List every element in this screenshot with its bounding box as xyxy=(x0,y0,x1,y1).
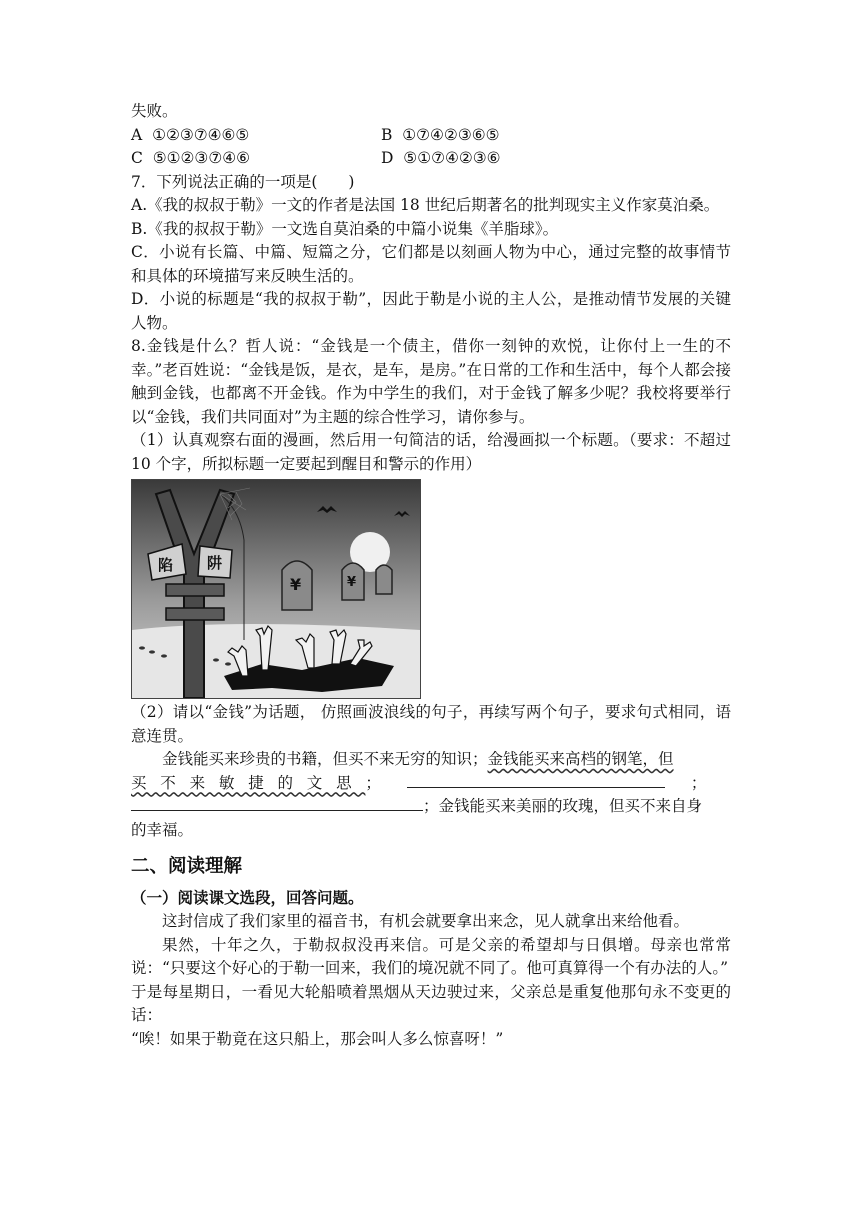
wavy-sentence-2: 买不来敏捷的文思 xyxy=(131,773,366,792)
q8-sub2: （2）请以“金钱”为话题， 仿照画波浪线的句子，再续写两个句子，要求句式相同，语意连贯。 xyxy=(131,703,731,745)
q7-option-a: A.《我的叔叔于勒》一文的作者是法国 18 世纪后期著名的批判现实主义作家莫泊桑。 xyxy=(131,196,720,214)
svg-text:¥: ¥ xyxy=(290,575,302,594)
reading-paragraph-2: 果然，十年之久，于勒叔叔没再来信。可是父亲的希望却与日俱增。母亲也常常说：“只要这个好心的于勒一回来，我们的境况就不同了。他可真算得一个有办法的人。” xyxy=(131,935,731,977)
reading-paragraph-4: “唉！如果于勒竟在这只船上，那会叫人多么惊喜呀！” xyxy=(131,1029,504,1048)
reading-paragraph-1: 这封信成了我们家里的福音书，有机会就要拿出来念，见人就拿出来给他看。 xyxy=(162,912,690,930)
subsection-title: （一）阅读课文选段，回答问题。 xyxy=(131,889,364,907)
semicolon: ； xyxy=(365,773,381,792)
q7-option-c: C．小说有长篇、中篇、短篇之分，它们都是以刻画人物为中心，通过完整的故事情节和具体的环境描写来反映生活的。 xyxy=(131,243,731,285)
example-end: ；金钱能买来美丽的玫瑰，但买不来自身 xyxy=(423,797,703,815)
q6-option-b: B ①⑦④②③⑥⑤ xyxy=(381,125,500,144)
q6-tail: 失败。 xyxy=(131,102,178,120)
q6-options-row-2 xyxy=(131,147,731,171)
q7-option-d: D．小说的标题是“我的叔叔于勒”，因此于勒是小说的主人公，是推动情节发展的关键人物。 xyxy=(131,290,731,332)
answer-blank-1[interactable] xyxy=(407,773,665,788)
svg-text:陷: 陷 xyxy=(158,556,174,574)
example-plain: 金钱能买来珍贵的书籍，但买不来无穷的知识； xyxy=(162,750,488,768)
example-sentences xyxy=(131,748,731,772)
yen-gravestone xyxy=(376,565,392,594)
example-line-4: 的幸福。 xyxy=(131,820,194,839)
yen-gravestone xyxy=(342,563,364,600)
trap-sign xyxy=(198,546,232,578)
q8-sub1: （1）认真观察右面的漫画，然后用一句简洁的话，给漫画拟一个标题。（要求：不超过 10 个字，所拟标题一定要起到醒目和警示的作用） xyxy=(131,431,731,473)
example-line-2 xyxy=(131,772,731,796)
svg-text:阱: 阱 xyxy=(207,554,223,572)
yen-gravestone xyxy=(282,561,312,610)
reading-paragraph-3: 于是每星期日，一看见大轮船喷着黑烟从天边驶过来，父亲总是重复他那句永不变更的话： xyxy=(131,982,731,1024)
document-page xyxy=(131,100,731,1051)
q8-stem: 8.金钱是什么？哲人说：“金钱是一个债主，借你一刻钟的欢悦，让你付上一生的不幸。”老百姓说：“金钱是饭，是衣，是车，是房。”在日常的工作和生活中，每个人都会接触到金钱，也都离不开金钱。作为中学生的我们，对于金钱了解多少呢？我校将要举行以“金钱，我们共同面对”为主题的综合性学习，请你参与。 xyxy=(131,337,731,426)
q6-option-a: A ①②③⑦④⑥⑤ xyxy=(131,125,250,144)
wavy-sentence: 金钱能买来高档的钢笔，但 xyxy=(487,750,674,768)
q7-stem: 7．下列说法正确的一项是( ) xyxy=(131,172,355,191)
example-line-3 xyxy=(131,795,731,819)
q7-option-b: B.《我的叔叔于勒》一文选自莫泊桑的中篇小说集《羊脂球》。 xyxy=(131,219,559,238)
svg-text:¥: ¥ xyxy=(347,575,357,590)
answer-blank-2[interactable] xyxy=(131,796,423,811)
money-trap-cartoon xyxy=(131,479,421,699)
section-title: 二、阅读理解 xyxy=(131,856,243,877)
q6-option-c: C ⑤①②③⑦④⑥ xyxy=(131,149,251,167)
semicolon: ； xyxy=(690,773,707,792)
q6-option-d: D ⑤①⑦④②③⑥ xyxy=(381,149,501,167)
q6-options-row-1 xyxy=(131,124,731,148)
